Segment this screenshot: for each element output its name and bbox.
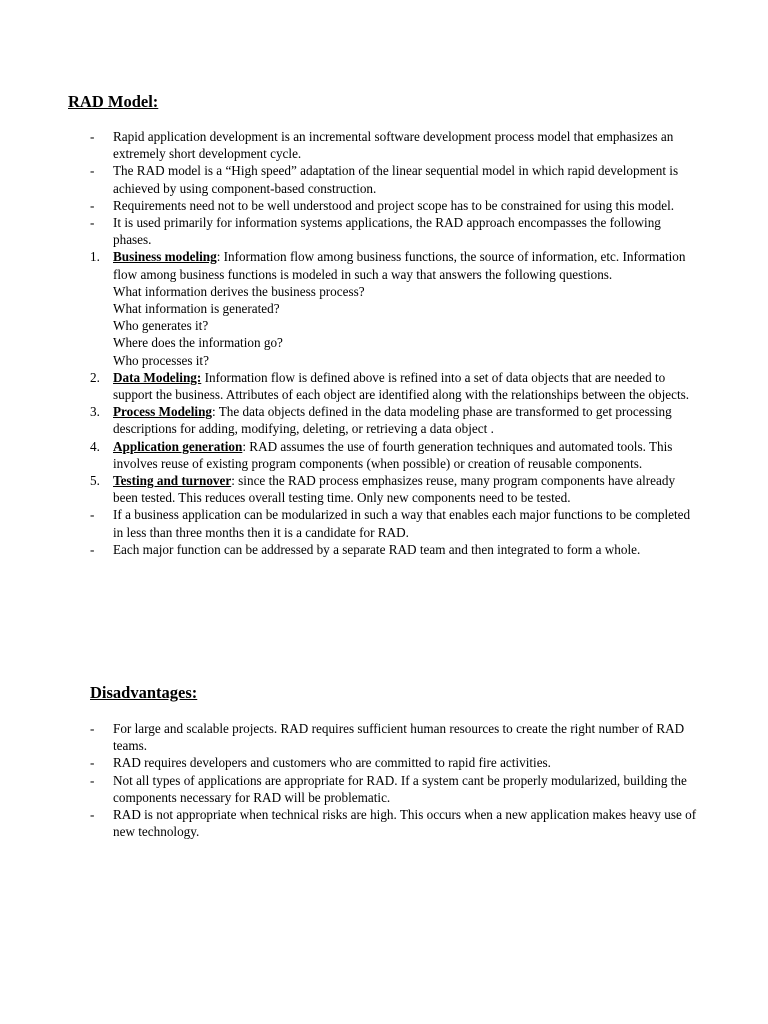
number-marker: 5. — [90, 473, 100, 489]
bullet-marker: - — [90, 129, 95, 144]
number-marker: 1. — [90, 249, 100, 265]
list-item-text: For large and scalable projects. RAD requires sufficient human resources to create the right number of RAD teams. — [113, 721, 685, 754]
list-item — [0, 214, 701, 248]
list-item — [0, 754, 703, 771]
phase-item-business-modeling — [0, 248, 701, 368]
phase-description: : since the RAD process emphasizes reuse, many program components have already been tested. This reduces overall testing time. Only new components need to be tested. — [113, 473, 676, 506]
disadvantages-list — [0, 720, 768, 840]
list-item-text: RAD requires developers and customers who are committed to rapid fire activities. — [113, 755, 551, 771]
list-item — [0, 506, 701, 540]
list-item — [0, 162, 701, 196]
list-item-text: Requirements need not to be well understood and project scope has to be constrained for using this model. — [113, 197, 675, 213]
phase-description: Information flow is defined above is refined into a set of data objects that are needed to support the business. Attributes of each object are identified along with the relationships between the objects. — [113, 369, 690, 403]
number-marker: 3. — [90, 404, 100, 420]
number-marker: 2. — [90, 369, 100, 385]
list-item-text: Each major function can be addressed by a separate RAD team and then integrated to form a whole. — [113, 541, 641, 557]
list-item — [0, 772, 703, 806]
list-item — [0, 720, 703, 754]
list-item-text: If a business application can be modularized in such a way that enables each major functions to be completed in less than three months then it is a candidate for RAD. — [113, 507, 691, 540]
phase-term: Application generation — [113, 438, 243, 454]
list-item-text: The RAD model is a “High speed” adaptation of the linear sequential model in which rapid development is achieved by using component-based construction. — [113, 163, 679, 196]
question-line: What information derives the business process? — [113, 283, 365, 299]
bullet-marker: - — [90, 163, 95, 179]
list-item — [0, 197, 701, 214]
number-marker: 4. — [90, 438, 100, 454]
question-line: What information is generated? — [113, 301, 280, 317]
phase-description: : Information flow among business functions, the source of information, etc. Information flow among business functions is modeled in such a way that answers the following questions. — [113, 249, 686, 282]
list-item — [0, 806, 703, 840]
list-item-text: RAD is not appropriate when technical risks are high. This occurs when a new application makes heavy use of new technology. — [113, 807, 697, 840]
phase-description: : RAD assumes the use of fourth generation techniques and automated tools. This involves reuse of existing program components (when possible) or creation of reusable components. — [113, 438, 673, 471]
phase-term: Data Modeling: — [113, 369, 202, 385]
list-item — [0, 541, 701, 558]
bullet-marker: - — [90, 807, 95, 823]
bullet-marker: - — [90, 772, 95, 788]
disadvantages-heading: Disadvantages: — [90, 683, 198, 702]
bullet-marker: - — [90, 541, 95, 557]
phase-item-process-modeling — [0, 403, 701, 437]
list-item-text: It is used primarily for information systems applications, the RAD approach encompasses the following phases. — [113, 215, 661, 248]
phase-item-application-generation — [0, 438, 701, 472]
phase-term: Process Modeling — [113, 404, 213, 420]
question-line: Where does the information go? — [113, 335, 283, 351]
list-item-text: Not all types of applications are appropriate for RAD. If a system cant be properly modularized, building the components necessary for RAD will be problematic. — [113, 772, 687, 805]
phase-item-data-modeling — [0, 369, 701, 403]
bullet-marker: - — [90, 197, 95, 213]
bullet-marker: - — [90, 755, 95, 771]
phase-term: Testing and turnover — [113, 473, 232, 489]
bullet-marker: - — [90, 215, 95, 231]
bullet-marker: - — [90, 721, 95, 736]
question-line: Who generates it? — [113, 318, 209, 334]
rad-model-heading: RAD Model: — [68, 92, 159, 111]
phase-description: : The data objects defined in the data modeling phase are transformed to get processing descriptions for adding, modifying, deleting, or retrieving a data object . — [113, 404, 672, 437]
rad-model-list — [0, 128, 768, 558]
question-line: Who processes it? — [113, 352, 209, 368]
bullet-marker: - — [90, 507, 95, 523]
list-item — [0, 128, 701, 162]
list-item-text: Rapid application development is an incremental software development process model that emphasizes an extremely short development cycle. — [113, 129, 674, 162]
phase-term: Business modeling — [113, 249, 217, 265]
phase-item-testing-and-turnover — [0, 472, 701, 506]
